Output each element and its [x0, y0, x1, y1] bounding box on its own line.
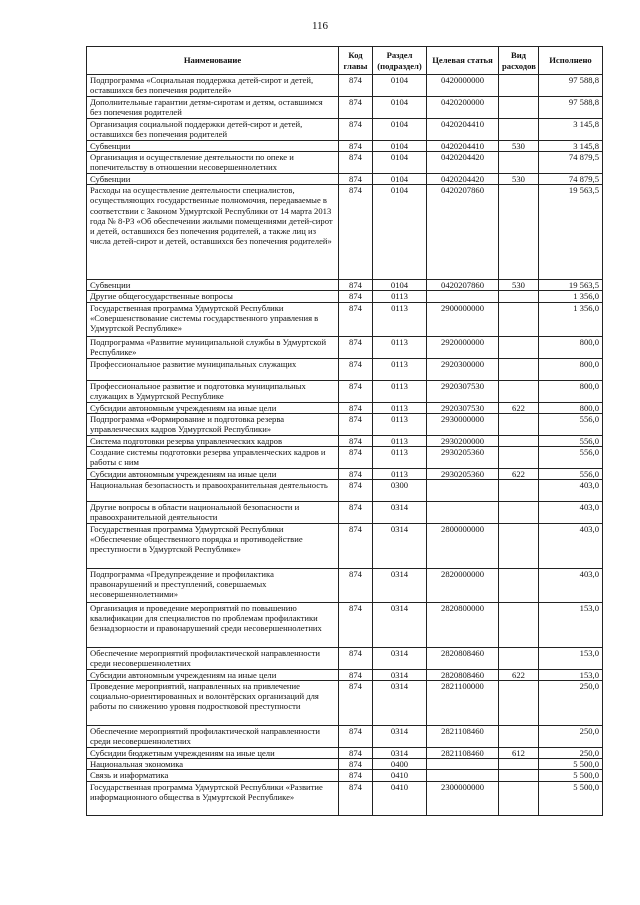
table-cell-expense-type	[499, 97, 539, 119]
table-cell-article: 0420204420	[427, 174, 499, 185]
table-row	[87, 669, 603, 680]
table-cell-article: 2920307530	[427, 380, 499, 402]
table-cell-name: Субвенции	[87, 141, 339, 152]
table-row	[87, 435, 603, 446]
table-cell-expense-type	[499, 681, 539, 726]
table-cell-name: Проведение мероприятий, направленных на привлечение социально-ориентированных и волонтёрских организаций для работы по снижению уровня подростковой преступности	[87, 681, 339, 726]
table-cell-section: 0314	[373, 669, 427, 680]
table-header-row	[87, 47, 603, 75]
table-cell-article	[427, 770, 499, 781]
table-cell-section: 0104	[373, 280, 427, 291]
table-cell-executed: 19 563,5	[539, 185, 603, 280]
table-cell-executed: 3 145,8	[539, 119, 603, 141]
table-cell-chapter-code: 874	[339, 152, 373, 174]
table-cell-article: 2821108460	[427, 726, 499, 748]
table-cell-name: Государственная программа Удмуртской Республики «Развитие информационного общества в Удмуртской Республике»	[87, 781, 339, 815]
table-cell-expense-type	[499, 726, 539, 748]
table-cell-expense-type	[499, 302, 539, 336]
table-row	[87, 75, 603, 97]
table-cell-chapter-code: 874	[339, 97, 373, 119]
table-row	[87, 174, 603, 185]
table-cell-chapter-code: 874	[339, 119, 373, 141]
table-cell-executed: 250,0	[539, 748, 603, 759]
table-cell-name: Национальная безопасность и правоохранительная деятельность	[87, 479, 339, 501]
table-row	[87, 479, 603, 501]
table-cell-section: 0104	[373, 75, 427, 97]
table-cell-executed: 74 879,5	[539, 152, 603, 174]
table-cell-name: Другие вопросы в области национальной безопасности и правоохранительной деятельности	[87, 501, 339, 523]
table-cell-article: 2930200000	[427, 435, 499, 446]
table-cell-executed: 97 588,8	[539, 97, 603, 119]
table-cell-executed: 403,0	[539, 501, 603, 523]
table-cell-section: 0113	[373, 358, 427, 380]
table-cell-expense-type	[499, 781, 539, 815]
table-cell-section: 0104	[373, 185, 427, 280]
table-row	[87, 291, 603, 302]
table-cell-article: 2900000000	[427, 302, 499, 336]
table-row	[87, 748, 603, 759]
table-cell-article: 2820000000	[427, 568, 499, 602]
table-row	[87, 446, 603, 468]
header-chapter-code: Код главы	[339, 47, 373, 75]
table-cell-expense-type: 530	[499, 280, 539, 291]
table-cell-name: Субсидии бюджетным учреждениям на иные цели	[87, 748, 339, 759]
table-cell-chapter-code: 874	[339, 479, 373, 501]
table-cell-expense-type	[499, 119, 539, 141]
header-executed: Исполнено	[539, 47, 603, 75]
table-row	[87, 402, 603, 413]
table-cell-name: Подпрограмма «Развитие муниципальной службы в Удмуртской Республике»	[87, 336, 339, 358]
table-cell-section: 0113	[373, 468, 427, 479]
budget-execution-table	[86, 46, 603, 816]
table-cell-executed: 153,0	[539, 602, 603, 647]
table-cell-section: 0314	[373, 647, 427, 669]
table-cell-expense-type	[499, 185, 539, 280]
table-cell-expense-type	[499, 336, 539, 358]
table-cell-article: 2820808460	[427, 647, 499, 669]
table-cell-name: Профессиональное развитие муниципальных служащих	[87, 358, 339, 380]
table-cell-section: 0104	[373, 119, 427, 141]
header-name: Наименование	[87, 47, 339, 75]
table-cell-section: 0314	[373, 568, 427, 602]
table-cell-expense-type	[499, 358, 539, 380]
table-cell-article: 0420204410	[427, 141, 499, 152]
table-row	[87, 602, 603, 647]
table-cell-name: Система подготовки резерва управленческих кадров	[87, 435, 339, 446]
table-row	[87, 152, 603, 174]
table-cell-article: 2800000000	[427, 523, 499, 568]
table-cell-article	[427, 501, 499, 523]
table-cell-chapter-code: 874	[339, 781, 373, 815]
table-row	[87, 280, 603, 291]
table-cell-article: 2820808460	[427, 669, 499, 680]
table-cell-expense-type	[499, 446, 539, 468]
table-cell-section: 0104	[373, 97, 427, 119]
table-row	[87, 141, 603, 152]
table-cell-executed: 1 356,0	[539, 302, 603, 336]
table-cell-name: Создание системы подготовки резерва управленческих кадров и работы с ним	[87, 446, 339, 468]
table-cell-section: 0410	[373, 781, 427, 815]
table-cell-chapter-code: 874	[339, 435, 373, 446]
table-row	[87, 568, 603, 602]
table-cell-executed: 1 356,0	[539, 291, 603, 302]
table-cell-chapter-code: 874	[339, 336, 373, 358]
table-cell-article: 0420204410	[427, 119, 499, 141]
table-cell-chapter-code: 874	[339, 402, 373, 413]
table-cell-article: 0420000000	[427, 75, 499, 97]
table-cell-name: Организация и осуществление деятельности по опеке и попечительству в отношении несовершеннолетних	[87, 152, 339, 174]
table-cell-name: Дополнительные гарантии детям-сиротам и детям, оставшимся без попечения родителей	[87, 97, 339, 119]
table-cell-expense-type	[499, 380, 539, 402]
table-row	[87, 413, 603, 435]
table-cell-executed: 5 500,0	[539, 781, 603, 815]
table-cell-article: 2821100000	[427, 681, 499, 726]
table-cell-chapter-code: 874	[339, 446, 373, 468]
table-cell-section: 0113	[373, 302, 427, 336]
table-cell-article	[427, 291, 499, 302]
table-cell-expense-type: 622	[499, 669, 539, 680]
table-row	[87, 759, 603, 770]
table-cell-section: 0314	[373, 602, 427, 647]
table-cell-section: 0104	[373, 174, 427, 185]
table-cell-section: 0314	[373, 681, 427, 726]
table-cell-name: Другие общегосударственные вопросы	[87, 291, 339, 302]
header-section: Раздел (подраздел)	[373, 47, 427, 75]
table-cell-executed: 5 500,0	[539, 770, 603, 781]
table-cell-chapter-code: 874	[339, 75, 373, 97]
table-cell-executed: 153,0	[539, 669, 603, 680]
table-cell-chapter-code: 874	[339, 185, 373, 280]
table-cell-executed: 800,0	[539, 336, 603, 358]
table-cell-section: 0113	[373, 291, 427, 302]
table-cell-chapter-code: 874	[339, 568, 373, 602]
table-cell-article: 2920000000	[427, 336, 499, 358]
table-cell-expense-type	[499, 413, 539, 435]
table-cell-name: Организация и проведение мероприятий по повышению квалификации для специалистов по проблемам профилактики безнадзорности и правонарушений среди несовершеннолетних	[87, 602, 339, 647]
table-cell-section: 0113	[373, 446, 427, 468]
table-cell-name: Подпрограмма «Социальная поддержка детей-сирот и детей, оставшихся без попечения родителей»	[87, 75, 339, 97]
table-cell-article: 2930205360	[427, 446, 499, 468]
table-cell-expense-type	[499, 152, 539, 174]
table-cell-article	[427, 479, 499, 501]
table-cell-article: 2821108460	[427, 748, 499, 759]
table-cell-name: Национальная экономика	[87, 759, 339, 770]
table-cell-executed: 74 879,5	[539, 174, 603, 185]
table-cell-expense-type	[499, 602, 539, 647]
table-cell-expense-type: 530	[499, 141, 539, 152]
header-target-article: Целевая статья	[427, 47, 499, 75]
table-cell-article: 2930000000	[427, 413, 499, 435]
table-cell-executed: 403,0	[539, 479, 603, 501]
table-cell-expense-type: 622	[499, 402, 539, 413]
table-cell-name: Подпрограмма «Предупреждение и профилактика правонарушений и преступлений, совершаемых несовершеннолетними»	[87, 568, 339, 602]
table-cell-article: 2820800000	[427, 602, 499, 647]
table-cell-section: 0104	[373, 141, 427, 152]
table-cell-expense-type	[499, 759, 539, 770]
table-cell-name: Обеспечение мероприятий профилактической направленности среди несовершеннолетних	[87, 647, 339, 669]
table-cell-chapter-code: 874	[339, 726, 373, 748]
page-number: 116	[311, 20, 329, 32]
table-cell-executed: 3 145,8	[539, 141, 603, 152]
table-cell-article: 0420207860	[427, 185, 499, 280]
table-cell-section: 0314	[373, 523, 427, 568]
table-cell-name: Организация социальной поддержки детей-сирот и детей, оставшихся без попечения родителей	[87, 119, 339, 141]
table-cell-chapter-code: 874	[339, 669, 373, 680]
table-cell-chapter-code: 874	[339, 602, 373, 647]
table-row	[87, 302, 603, 336]
table-row	[87, 523, 603, 568]
table-cell-chapter-code: 874	[339, 413, 373, 435]
table-cell-expense-type	[499, 291, 539, 302]
table-cell-name: Обеспечение мероприятий профилактической направленности среди несовершеннолетних	[87, 726, 339, 748]
table-cell-executed: 153,0	[539, 647, 603, 669]
table-row	[87, 468, 603, 479]
table-cell-executed: 5 500,0	[539, 759, 603, 770]
table-row	[87, 501, 603, 523]
table-cell-expense-type	[499, 501, 539, 523]
table-cell-executed: 403,0	[539, 568, 603, 602]
table-row	[87, 770, 603, 781]
table-cell-chapter-code: 874	[339, 681, 373, 726]
table-cell-section: 0314	[373, 726, 427, 748]
table-cell-article: 2300000000	[427, 781, 499, 815]
table-cell-section: 0113	[373, 413, 427, 435]
table-cell-name: Субвенции	[87, 280, 339, 291]
table-cell-chapter-code: 874	[339, 647, 373, 669]
table-cell-article: 2920300000	[427, 358, 499, 380]
table-cell-chapter-code: 874	[339, 380, 373, 402]
table-cell-executed: 556,0	[539, 446, 603, 468]
table-cell-executed: 800,0	[539, 380, 603, 402]
table-cell-section: 0113	[373, 435, 427, 446]
table-cell-section: 0104	[373, 152, 427, 174]
table-cell-article	[427, 759, 499, 770]
table-cell-chapter-code: 874	[339, 523, 373, 568]
table-cell-executed: 556,0	[539, 435, 603, 446]
table-cell-chapter-code: 874	[339, 501, 373, 523]
table-row	[87, 97, 603, 119]
table-cell-executed: 556,0	[539, 468, 603, 479]
table-row	[87, 726, 603, 748]
table-cell-section: 0113	[373, 336, 427, 358]
table-row	[87, 380, 603, 402]
table-cell-executed: 250,0	[539, 681, 603, 726]
table-cell-executed: 97 588,8	[539, 75, 603, 97]
table-cell-expense-type	[499, 770, 539, 781]
table-cell-expense-type	[499, 568, 539, 602]
table-cell-executed: 19 563,5	[539, 280, 603, 291]
table-cell-chapter-code: 874	[339, 174, 373, 185]
table-cell-name: Субсидии автономным учреждениям на иные цели	[87, 468, 339, 479]
table-cell-chapter-code: 874	[339, 280, 373, 291]
table-cell-executed: 250,0	[539, 726, 603, 748]
table-cell-chapter-code: 874	[339, 468, 373, 479]
table-cell-chapter-code: 874	[339, 302, 373, 336]
table-cell-expense-type	[499, 647, 539, 669]
table-cell-chapter-code: 874	[339, 770, 373, 781]
table-cell-executed: 556,0	[539, 413, 603, 435]
table-cell-chapter-code: 874	[339, 141, 373, 152]
table-cell-expense-type	[499, 435, 539, 446]
table-cell-expense-type	[499, 75, 539, 97]
table-cell-section: 0300	[373, 479, 427, 501]
table-cell-chapter-code: 874	[339, 291, 373, 302]
table-cell-name: Подпрограмма «Формирование и подготовка резерва управленческих кадров Удмуртской Республики»	[87, 413, 339, 435]
table-row	[87, 781, 603, 815]
table-cell-name: Субсидии автономным учреждениям на иные цели	[87, 669, 339, 680]
table-cell-expense-type	[499, 479, 539, 501]
table-cell-chapter-code: 874	[339, 759, 373, 770]
table-cell-section: 0400	[373, 759, 427, 770]
table-cell-article: 0420200000	[427, 97, 499, 119]
table-cell-article: 2930205360	[427, 468, 499, 479]
table-cell-article: 0420204420	[427, 152, 499, 174]
table-cell-article: 0420207860	[427, 280, 499, 291]
table-cell-section: 0113	[373, 380, 427, 402]
table-cell-name: Государственная программа Удмуртской Республики «Обеспечение общественного порядка и противодействие преступности в Удмуртской Республике»	[87, 523, 339, 568]
table-cell-executed: 403,0	[539, 523, 603, 568]
table-cell-executed: 800,0	[539, 402, 603, 413]
table-row	[87, 119, 603, 141]
table-cell-name: Расходы на осуществление деятельности специалистов, осуществляющих государственные полномочия, передаваемые в соответствии с Законом Удмуртской Республики от 14 марта 2013 года № 8-РЗ «Об обеспечении жилыми помещениями детей-сирот и детей, оставшихся без попечения родителей, а также лиц из числа детей-сирот и детей, оставшихся без попечения родителей»	[87, 185, 339, 280]
table-cell-expense-type	[499, 523, 539, 568]
table-cell-section: 0410	[373, 770, 427, 781]
table-cell-section: 0314	[373, 748, 427, 759]
table-cell-chapter-code: 874	[339, 748, 373, 759]
table-row	[87, 336, 603, 358]
table-cell-name: Связь и информатика	[87, 770, 339, 781]
table-row	[87, 681, 603, 726]
table-row	[87, 647, 603, 669]
table-row	[87, 358, 603, 380]
table-cell-name: Государственная программа Удмуртской Республики «Совершенствование системы государственного управления в Удмуртской Республике»	[87, 302, 339, 336]
table-cell-executed: 800,0	[539, 358, 603, 380]
table-cell-chapter-code: 874	[339, 358, 373, 380]
table-cell-expense-type: 612	[499, 748, 539, 759]
table-row	[87, 185, 603, 280]
table-cell-name: Профессиональное развитие и подготовка муниципальных служащих в Удмуртской Республике	[87, 380, 339, 402]
table-cell-article: 2920307530	[427, 402, 499, 413]
table-cell-name: Субсидии автономным учреждениям на иные цели	[87, 402, 339, 413]
table-cell-section: 0113	[373, 402, 427, 413]
table-cell-expense-type: 622	[499, 468, 539, 479]
header-expense-type: Вид расходов	[499, 47, 539, 75]
table-cell-name: Субвенции	[87, 174, 339, 185]
table-cell-expense-type: 530	[499, 174, 539, 185]
table-cell-section: 0314	[373, 501, 427, 523]
